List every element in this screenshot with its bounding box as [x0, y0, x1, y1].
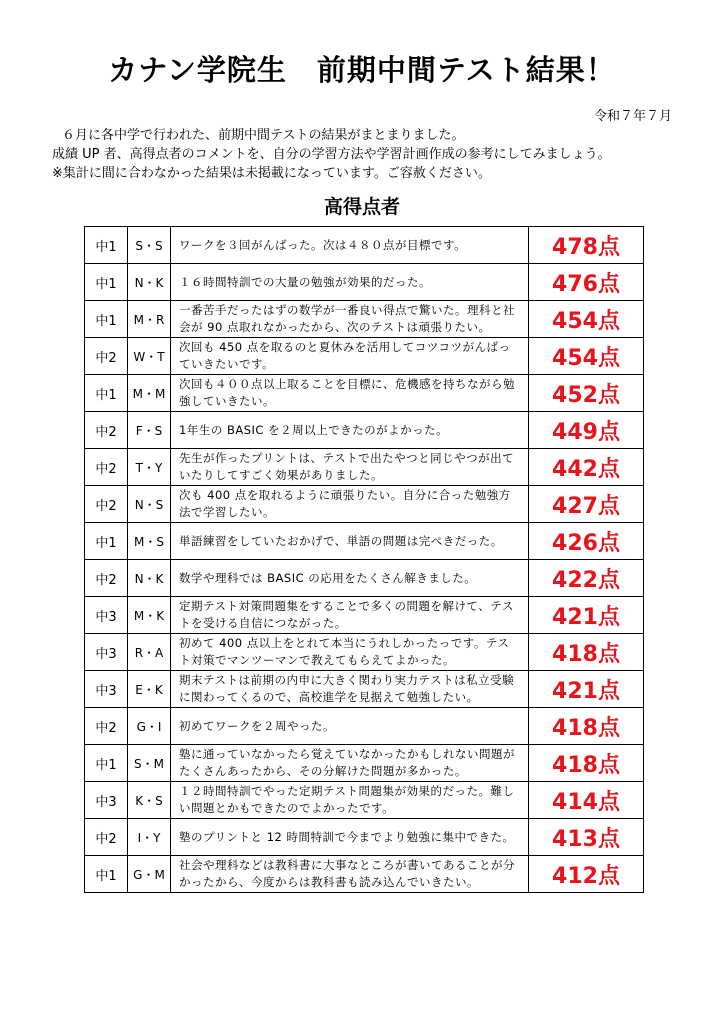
grade-cell: 中2 — [85, 819, 128, 856]
score-cell: 421点 — [529, 671, 644, 708]
intro-text — [52, 126, 692, 183]
comment-cell: 塾に通っていなかったら覚えていなかったかもしれない問題がたくさんあったから、その分解けた問題が多かった。 — [171, 745, 529, 782]
grade-cell: 中3 — [85, 782, 128, 819]
grade-cell: 中1 — [85, 227, 128, 264]
intro-line: ６月に各中学で行われた、前期中間テストの結果がまとまりました。 — [62, 128, 465, 143]
score-cell: 454点 — [529, 338, 644, 375]
grade-cell: 中1 — [85, 375, 128, 412]
score-cell: 427点 — [529, 486, 644, 523]
grade-cell: 中2 — [85, 486, 128, 523]
initials-cell: M・K — [128, 597, 171, 634]
grade-cell: 中2 — [85, 338, 128, 375]
grade-cell: 中1 — [85, 745, 128, 782]
grade-cell: 中3 — [85, 671, 128, 708]
intro-line: ※集計に間に合わなかった結果は未掲載になっています。ご容赦ください。 — [52, 166, 491, 181]
grade-cell: 中1 — [85, 264, 128, 301]
section-heading: 高得点者 — [323, 196, 400, 218]
table-row — [85, 486, 644, 523]
table-row — [85, 523, 644, 560]
table-row — [85, 856, 644, 893]
initials-cell: S・M — [128, 745, 171, 782]
comment-cell: 数学や理科では BASIC の応用をたくさん解きました。 — [171, 560, 529, 597]
grade-cell: 中1 — [85, 301, 128, 338]
comment-cell: 塾のプリントと 12 時間特訓で今までより勉強に集中できた。 — [171, 819, 529, 856]
table-row — [85, 560, 644, 597]
score-cell: 449点 — [529, 412, 644, 449]
score-cell: 442点 — [529, 449, 644, 486]
table-row — [85, 338, 644, 375]
table-row — [85, 597, 644, 634]
table-row — [85, 264, 644, 301]
comment-cell: 一番苦手だったはずの数学が一番良い得点で驚いた。理科と社会が 90 点取れなかったから、次のテストは頑張りたい。 — [171, 301, 529, 338]
grade-cell: 中3 — [85, 597, 128, 634]
score-cell: 414点 — [529, 782, 644, 819]
score-cell: 418点 — [529, 708, 644, 745]
table-row — [85, 375, 644, 412]
table-row — [85, 782, 644, 819]
table-row — [85, 227, 644, 264]
comment-cell: 初めてワークを２周やった。 — [171, 708, 529, 745]
comment-cell: 1年生の BASIC を２周以上できたのがよかった。 — [171, 412, 529, 449]
comment-cell: 次も 400 点を取れるように頑張りたい。自分に合った勉強方法で学習したい。 — [171, 486, 529, 523]
initials-cell: W・T — [128, 338, 171, 375]
table-row — [85, 819, 644, 856]
comment-cell: ワークを３回がんばった。次は４８０点が目標です。 — [171, 227, 529, 264]
comment-cell: 次回も 450 点を取るのと夏休みを活用してコツコツがんばっていきたいです。 — [171, 338, 529, 375]
grade-cell: 中1 — [85, 523, 128, 560]
grade-cell: 中2 — [85, 560, 128, 597]
initials-cell: N・K — [128, 264, 171, 301]
score-cell: 421点 — [529, 597, 644, 634]
table-row — [85, 449, 644, 486]
table-row — [85, 671, 644, 708]
page-title: カナン学院生 前期中間テスト結果！ — [108, 53, 616, 87]
score-cell: 418点 — [529, 745, 644, 782]
initials-cell: N・K — [128, 560, 171, 597]
grade-cell: 中1 — [85, 856, 128, 893]
initials-cell: E・K — [128, 671, 171, 708]
initials-cell: M・S — [128, 523, 171, 560]
score-cell: 426点 — [529, 523, 644, 560]
comment-cell: 先生が作ったプリントは、テストで出たやつと同じやつが出ていたりしてすごく効果がありました。 — [171, 449, 529, 486]
initials-cell: R・A — [128, 634, 171, 671]
issue-date: 令和７年７月 — [593, 109, 672, 124]
initials-cell: F・S — [128, 412, 171, 449]
table-row — [85, 745, 644, 782]
initials-cell: G・M — [128, 856, 171, 893]
comment-cell: 期末テストは前期の内申に大きく関わり実力テストは私立受験に関わってくるので、高校進学を見据えて勉強したい。 — [171, 671, 529, 708]
grade-cell: 中2 — [85, 412, 128, 449]
comment-cell: 定期テスト対策問題集をすることで多くの問題を解けて、テストを受ける自信につながった。 — [171, 597, 529, 634]
score-cell: 412点 — [529, 856, 644, 893]
score-cell: 418点 — [529, 634, 644, 671]
score-cell: 452点 — [529, 375, 644, 412]
comment-cell: １６時間特訓での大量の勉強が効果的だった。 — [171, 264, 529, 301]
results-table — [84, 226, 644, 893]
initials-cell: I・Y — [128, 819, 171, 856]
intro-line: 成績 UP 者、高得点者のコメントを、自分の学習方法や学習計画作成の参考にしてみましょう。 — [52, 147, 611, 162]
initials-cell: S・S — [128, 227, 171, 264]
grade-cell: 中2 — [85, 449, 128, 486]
score-cell: 478点 — [529, 227, 644, 264]
table-row — [85, 634, 644, 671]
comment-cell: １２時間特訓でやった定期テスト問題集が効果的だった。難しい問題とかもできたのでよかったです。 — [171, 782, 529, 819]
table-row — [85, 412, 644, 449]
score-cell: 413点 — [529, 819, 644, 856]
initials-cell: T・Y — [128, 449, 171, 486]
comment-cell: 単語練習をしていたおかげで、単語の問題は完ぺきだった。 — [171, 523, 529, 560]
initials-cell: M・M — [128, 375, 171, 412]
table-row — [85, 708, 644, 745]
score-cell: 476点 — [529, 264, 644, 301]
comment-cell: 初めて 400 点以上をとれて本当にうれしかったっです。テスト対策でマンツーマンで教えてもらえてよかった。 — [171, 634, 529, 671]
grade-cell: 中3 — [85, 634, 128, 671]
comment-cell: 社会や理科などは教科書に大事なところが書いてあることが分かったから、今度からは教科書も読み込んでいきたい。 — [171, 856, 529, 893]
comment-cell: 次回も４００点以上取ることを目標に、危機感を持ちながら勉強していきたい。 — [171, 375, 529, 412]
initials-cell: K・S — [128, 782, 171, 819]
initials-cell: G・I — [128, 708, 171, 745]
initials-cell: N・S — [128, 486, 171, 523]
initials-cell: M・R — [128, 301, 171, 338]
score-cell: 454点 — [529, 301, 644, 338]
table-row — [85, 301, 644, 338]
score-cell: 422点 — [529, 560, 644, 597]
grade-cell: 中2 — [85, 708, 128, 745]
